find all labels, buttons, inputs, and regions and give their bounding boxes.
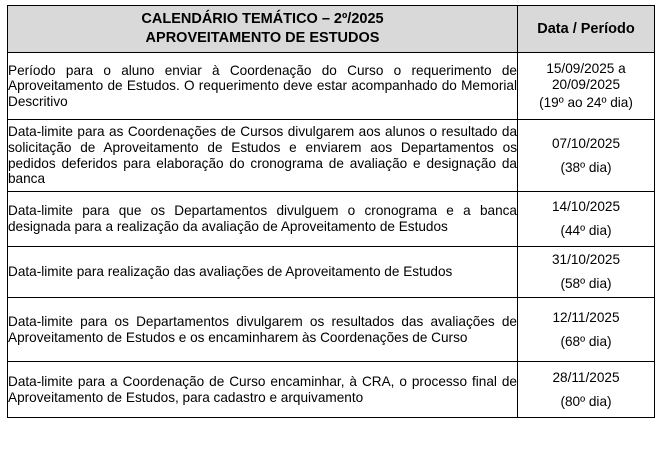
row-date-cell bbox=[518, 247, 655, 298]
table-title-cell bbox=[8, 6, 518, 53]
table-row bbox=[8, 120, 655, 192]
table-row bbox=[8, 192, 655, 247]
row-description: Data-limite para que os Departamentos divulguem o cronograma e a banca designada para a realização da avaliação de Aproveitamento de Estudos bbox=[8, 203, 517, 234]
row-date-cell bbox=[518, 120, 655, 192]
row-date-cell bbox=[518, 362, 655, 418]
row-description: Data-limite para realização das avaliações de Aproveitamento de Estudos bbox=[8, 264, 453, 280]
row-description-cell bbox=[8, 298, 518, 362]
row-date: 28/11/2025 bbox=[552, 369, 620, 385]
row-day: (44º dia) bbox=[560, 223, 612, 238]
table-row bbox=[8, 247, 655, 298]
row-day: (68º dia) bbox=[560, 333, 612, 349]
row-description-cell bbox=[8, 192, 518, 247]
row-day: (19º ao 24º dia) bbox=[539, 95, 633, 110]
row-description-cell bbox=[8, 53, 518, 120]
table-title-line-1: CALENDÁRIO TEMÁTICO – 2º/2025 bbox=[141, 11, 384, 27]
row-description: Data-limite para a Coordenação de Curso encaminhar, à CRA, o processo final de Aproveitamento de Estudos, para cadastro e arquivamento bbox=[8, 373, 517, 405]
row-date: 07/10/2025 bbox=[551, 135, 621, 151]
row-day: (80º dia) bbox=[560, 393, 612, 409]
row-date: 12/11/2025 bbox=[552, 309, 620, 325]
row-day: (38º dia) bbox=[560, 159, 612, 175]
row-date: 31/10/2025 bbox=[551, 252, 621, 267]
row-date-cell bbox=[518, 298, 655, 362]
table-row bbox=[8, 298, 655, 362]
row-date-cell bbox=[518, 53, 655, 120]
calendar-table bbox=[7, 5, 655, 418]
row-day: (58º dia) bbox=[560, 276, 612, 291]
row-description-cell bbox=[8, 120, 518, 192]
row-description-cell bbox=[8, 362, 518, 418]
date-column-header: Data / Período bbox=[518, 6, 655, 53]
row-description-cell bbox=[8, 247, 518, 298]
row-date-cell bbox=[518, 192, 655, 247]
row-date: 14/10/2025 bbox=[551, 199, 621, 214]
table-title-line-2: APROVEITAMENTO DE ESTUDOS bbox=[145, 30, 380, 46]
row-description: Data-limite para os Departamentos divulgarem os resultados das avaliações de Aproveitamento de Estudos e os encaminharem às Coordenações de Curso bbox=[8, 313, 517, 345]
table-row bbox=[8, 53, 655, 120]
row-description: Período para o aluno enviar à Coordenação do Curso o requerimento de Aproveitamento de Estudos. O requerimento deve estar acompanhado do Memorial Descritivo bbox=[8, 62, 517, 109]
row-date: 15/09/2025 a 20/09/2025 bbox=[546, 61, 626, 92]
table-row bbox=[8, 362, 655, 418]
table-header-row bbox=[8, 6, 655, 53]
row-description: Data-limite para as Coordenações de Cursos divulgarem aos alunos o resultado da solicitação de Aproveitamento de Estudos e enviarem aos Departamentos os pedidos deferidos para elaboração do cronograma de avaliação e designação da banca bbox=[8, 124, 517, 187]
